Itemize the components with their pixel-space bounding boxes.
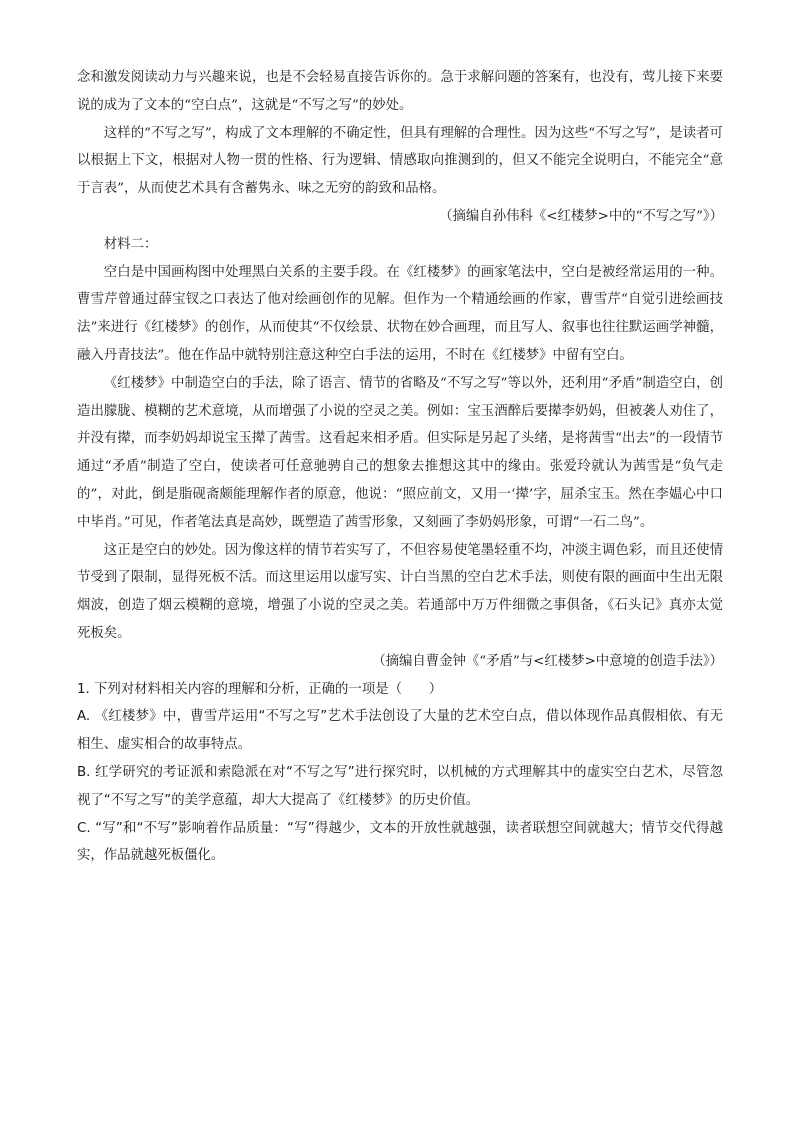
material2-source: （摘编自曹金钟《“矛盾”与<红楼梦>中意境的创造手法》） <box>372 653 723 669</box>
material2-paragraph-2: 《红楼梦》中制造空白的手法，除了语言、情节的省略及“不写之写”等以外，还利用“矛盾”制造空白，创造出朦胧、模糊的艺术意境，从而增强了小说的空灵之美。例如：宝玉酒醉后要撵李奶妈，但被袭人劝住了，并没有撵，而李奶妈却说宝玉撵了茜雪。这看起来相矛盾。但实际是另起了头绪，是将茜雪“出去”的一段情节通过“矛盾”制造了空白，使读者可任意驰骋自己的想象去推想这其中的缘由。张爱玲就认为茜雪是“负气走的”，对此，倒是脂砚斋颇能理解作者的原意，他说：“照应前文，又用一‘撵’字，屈杀宝玉。然在李媪心中口中毕肖。”可见，作者笔法真是高妙，既塑造了茜雪形象，又刻画了李奶妈形象，可谓“一石二鸟”。 <box>77 375 723 530</box>
material2-paragraph-3: 这正是空白的妙处。因为像这样的情节若实写了，不但容易使笔墨轻重不均，冲淡主调色彩，而且还使情节受到了限制，显得死板不活。而这里运用以虚写实、计白当黑的空白艺术手法，则使有限的画面中生出无限烟波，创造了烟云模糊的意境，增强了小说的空灵之美。若通部中万万件细微之事俱备，《石头记》真亦太觉死板矣。 <box>77 542 723 641</box>
question-1-option-c: C. “写”和“不写”影响着作品质量：“写”得越少，文本的开放性就越强，读者联想空间就越大；情节交代得越实，作品就越死板僵化。 <box>77 820 723 864</box>
material2-heading: 材料二： <box>103 236 158 252</box>
material1-paragraph-1: 念和激发阅读动力与兴趣来说，也是不会轻易直接告诉你的。急于求解问题的答案有，也没有，莺儿接下来要说的成为了文本的“空白点”，这就是“不写之写”的妙处。 <box>77 70 723 113</box>
material1-paragraph-2: 这样的“不写之写”，构成了文本理解的不确定性，但具有理解的合理性。因为这些“不写之写”，是读者可以根据上下文，根据对人物一贯的性格、行为逻辑、情感取向推测到的，但又不能完全说明白，不能完全“意于言表”，从而使艺术具有含蓄隽永、味之无穷的韵致和品格。 <box>77 125 723 197</box>
document-page <box>77 64 723 870</box>
question-1-stem: 1. 下列对材料相关内容的理解和分析，正确的一项是（ ） <box>77 681 443 697</box>
material1-source: （摘编自孙伟科《<红楼梦>中的“不写之写”》） <box>439 208 723 224</box>
material2-paragraph-1: 空白是中国画构图中处理黑白关系的主要手段。在《红楼梦》的画家笔法中，空白是被经常运用的一种。曹雪芹曾通过薛宝钗之口表达了他对绘画创作的见解。但作为一个精通绘画的作家，曹雪芹“自觉引进绘画技法”来进行《红楼梦》的创作，从而使其“不仅绘景、状物在妙合画理，而且写人、叙事也往往默运画学神髓，融入丹青技法”。他在作品中就特别注意这种空白手法的运用，不时在《红楼梦》中留有空白。 <box>77 264 723 363</box>
question-1-option-a: A. 《红楼梦》中，曹雪芹运用“不写之写”艺术手法创设了大量的艺术空白点，借以体现作品真假相依、有无相生、虚实相合的故事特点。 <box>77 709 723 753</box>
question-1-option-b: B. 红学研究的考证派和索隐派在对“不写之写”进行探究时，以机械的方式理解其中的虚实空白艺术，尽管忽视了“不写之写”的美学意蕴，却大大提高了《红楼梦》的历史价值。 <box>77 764 723 808</box>
